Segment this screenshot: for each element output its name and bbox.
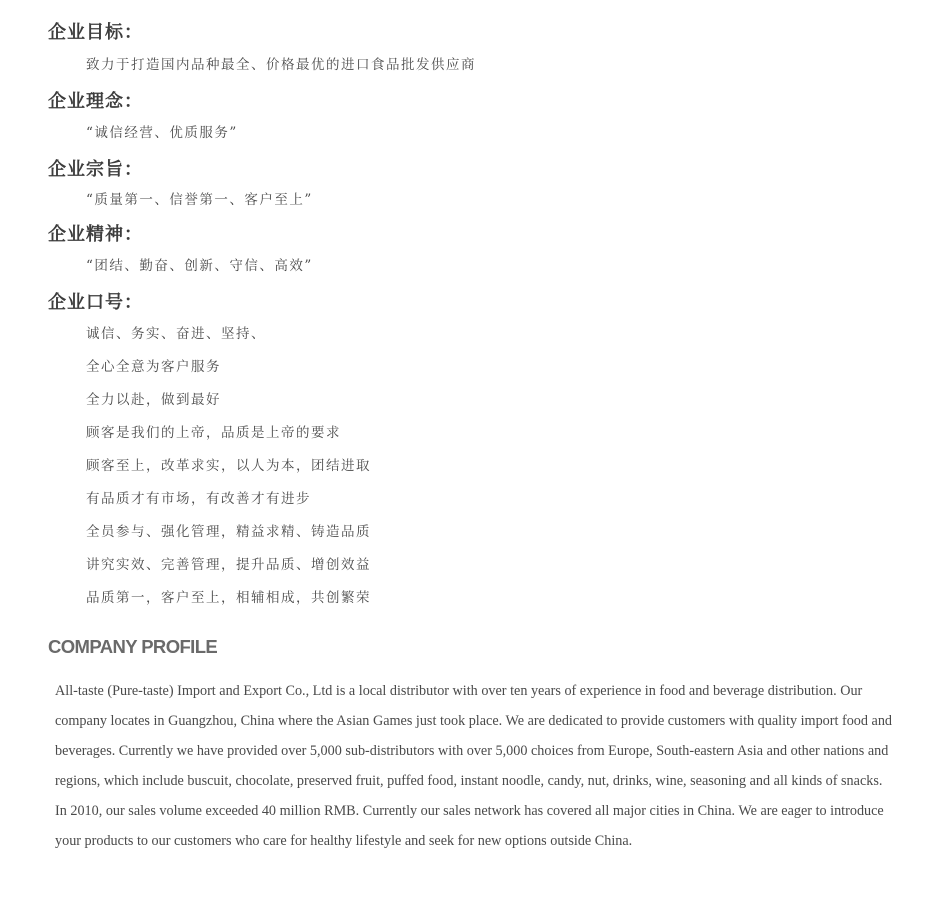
slogan-line-7: 全员参与、强化管理，精益求精、铸造品质 bbox=[86, 524, 371, 540]
tenet-line: “质量第一、信誉第一、客户至上” bbox=[86, 192, 313, 208]
tenet-heading: 企业宗旨： bbox=[48, 159, 143, 180]
spirit-heading: 企业精神： bbox=[48, 224, 143, 245]
goal-line: 致力于打造国内品种最全、价格最优的进口食品批发供应商 bbox=[86, 57, 476, 73]
slogan-line-1: 诚信、务实、奋进、坚持、 bbox=[86, 326, 266, 342]
philosophy-line: “诚信经营、优质服务” bbox=[86, 125, 238, 141]
goal-heading: 企业目标： bbox=[48, 22, 143, 43]
slogan-line-9: 品质第一，客户至上，相辅相成，共创繁荣 bbox=[86, 590, 371, 606]
philosophy-heading: 企业理念： bbox=[48, 91, 143, 112]
slogan-line-4: 顾客是我们的上帝，品质是上帝的要求 bbox=[86, 425, 341, 441]
slogan-heading: 企业口号： bbox=[48, 292, 143, 313]
slogan-line-5: 顾客至上，改革求实，以人为本，团结进取 bbox=[86, 458, 371, 474]
slogan-line-3: 全力以赴，做到最好 bbox=[86, 392, 221, 408]
spirit-line: “团结、勤奋、创新、守信、高效” bbox=[86, 258, 313, 274]
slogan-line-6: 有品质才有市场，有改善才有进步 bbox=[86, 491, 311, 507]
profile-title: COMPANY PROFILE bbox=[48, 636, 218, 657]
profile-paragraph: All-taste (Pure-taste) Import and Export Co., Ltd is a local distributor with over ten years of experience in food and beverage distribution. Our company locates in Guangzhou, China where the Asian Games just took place. We are dedicated to provide customers with quality import food and beverages. Currently we have provided over 5,000 sub-distributors with over 5,000 choices from Europe, South-eastern Asia and other nations and regions, which include buscuit, chocolate, preserved fruit, puffed food, instant noodle, candy, nut, drinks, wine, seasoning and all kinds of snacks. In 2010, our sales volume exceeded 40 million RMB. Currently our sales network has covered all major cities in China. We are eager to introduce your products to our customers who care for healthy lifestyle and seek for new options outside China. bbox=[55, 683, 893, 849]
slogan-line-2: 全心全意为客户服务 bbox=[86, 359, 221, 375]
slogan-line-8: 讲究实效、完善管理，提升品质、增创效益 bbox=[86, 557, 371, 573]
